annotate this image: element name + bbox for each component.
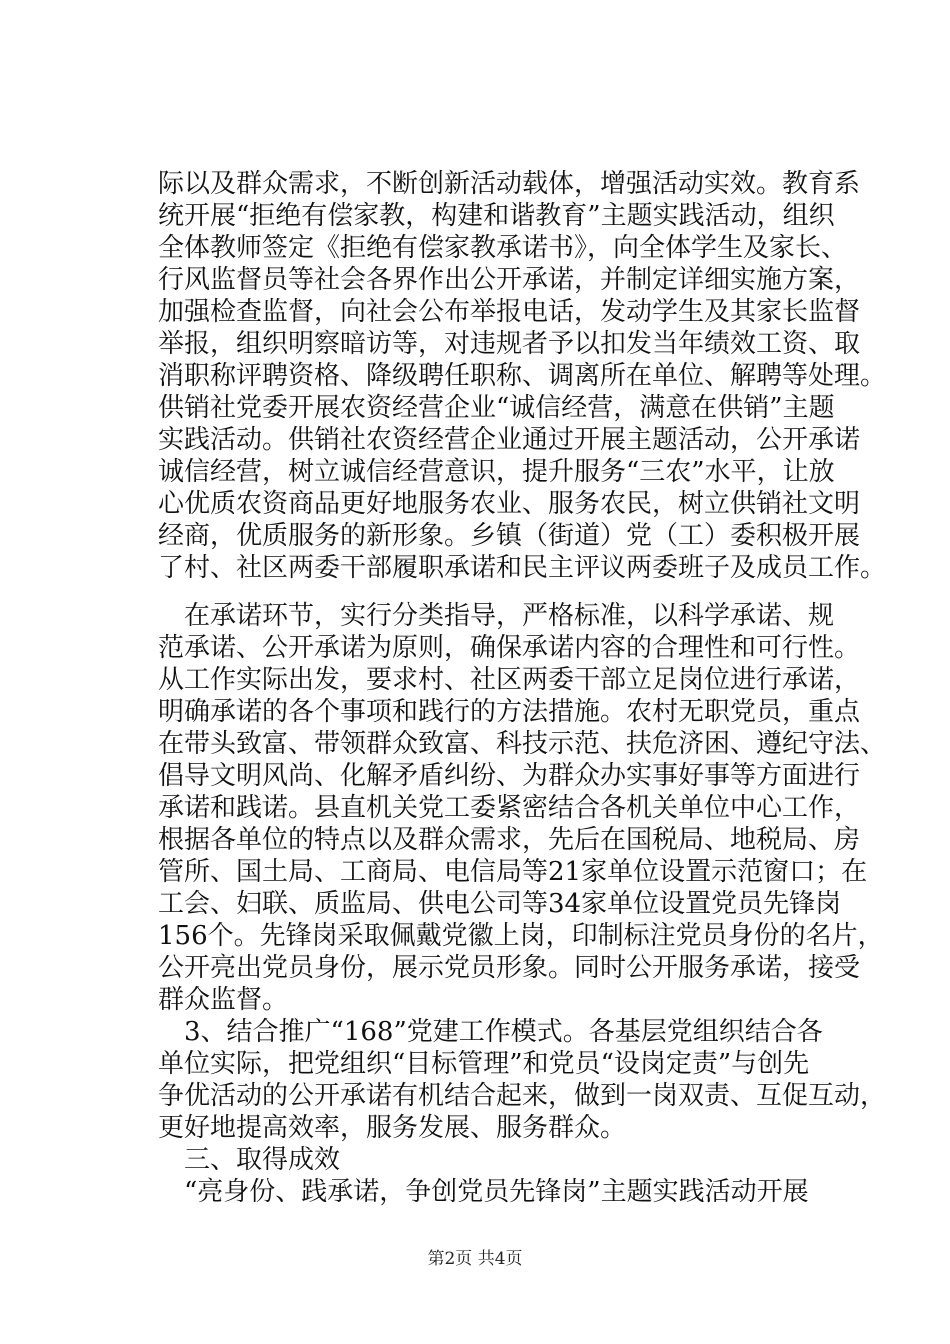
text-line: 群众监督。 — [158, 985, 289, 1015]
text-line: 加强检查监督，向社会公布举报电话，发动学生及其家长监督 — [158, 297, 861, 327]
text-line: 实践活动。供销社农资经营企业通过开展主题活动，公开承诺 — [158, 425, 861, 455]
text-line: 际以及群众需求，不断创新活动载体，增强活动实效。教育系 — [158, 169, 861, 199]
text-line: 公开亮出党员身份，展示党员形象。同时公开服务承诺，接受 — [158, 953, 861, 983]
text-line: 了村、社区两委干部履职承诺和民主评议两委班子及成员工作。 — [158, 553, 887, 583]
text-line: 在带头致富、带领群众致富、科技示范、扶危济困、遵纪守法、 — [158, 729, 887, 759]
text-line: 更好地提高效率，服务发展、服务群众。 — [158, 1113, 627, 1143]
text-line: 工会、妇联、质监局、供电公司等34家单位设置党员先锋岗 — [158, 889, 842, 919]
text-line: 全体教师签定《拒绝有偿家教承诺书》，向全体学生及家长、 — [158, 233, 848, 263]
text-line: 根据各单位的特点以及群众需求，先后在国税局、地税局、房 — [158, 825, 861, 855]
text-line: 范承诺、公开承诺为原则，确保承诺内容的合理性和可行性。 — [158, 633, 861, 663]
text-line: 明确承诺的各个事项和践行的方法措施。农村无职党员，重点 — [158, 697, 861, 727]
paragraph-2 — [158, 600, 898, 1208]
text-line: 供销社党委开展农资经营企业“诚信经营，满意在供销”主题 — [158, 393, 835, 423]
text-line: 单位实际，把党组织“目标管理”和党员“设岗定责”与创先 — [158, 1049, 810, 1079]
text-line: 行风监督员等社会各界作出公开承诺，并制定详细实施方案， — [158, 265, 861, 295]
text-line: 经商，优质服务的新形象。乡镇（街道）党（工）委积极开展 — [158, 521, 861, 551]
text-line: 诚信经营，树立诚信经营意识，提升服务“三农”水平，让放 — [158, 457, 835, 487]
text-line: 统开展“拒绝有偿家教，构建和谐教育”主题实践活动，组织 — [158, 201, 835, 231]
text-line: 倡导文明风尚、化解矛盾纠纷、为群众办实事好事等方面进行 — [158, 761, 861, 791]
text-line: 3、结合推广“168”党建工作模式。各基层党组织结合各 — [184, 1017, 823, 1047]
text-line: 从工作实际出发，要求村、社区两委干部立足岗位进行承诺， — [158, 665, 861, 695]
text-line: 管所、国土局、工商局、电信局等21家单位设置示范窗口；在 — [158, 857, 868, 887]
section-heading: 三、取得成效 — [184, 1145, 341, 1175]
paragraph-1 — [158, 168, 898, 584]
text-line: 心优质农资商品更好地服务农业、服务农民，树立供销社文明 — [158, 489, 861, 519]
text-line: 消职称评聘资格、降级聘任职称、调离所在单位、解聘等处理。 — [158, 361, 887, 391]
text-line: “亮身份、践承诺，争创党员先锋岗”主题实践活动开展 — [184, 1177, 809, 1207]
page-number-footer: 第2页 共4页 — [427, 1249, 523, 1269]
text-line: 在承诺环节，实行分类指导，严格标准，以科学承诺、规 — [184, 601, 835, 631]
text-line: 举报，组织明察暗访等，对违规者予以扣发当年绩效工资、取 — [158, 329, 861, 359]
text-line: 承诺和践诺。县直机关党工委紧密结合各机关单位中心工作， — [158, 793, 861, 823]
text-line: 争优活动的公开承诺有机结合起来，做到一岗双责、互促互动， — [158, 1081, 887, 1111]
text-line: 156个。先锋岗采取佩戴党徽上岗，印制标注党员身份的名片， — [158, 921, 884, 951]
